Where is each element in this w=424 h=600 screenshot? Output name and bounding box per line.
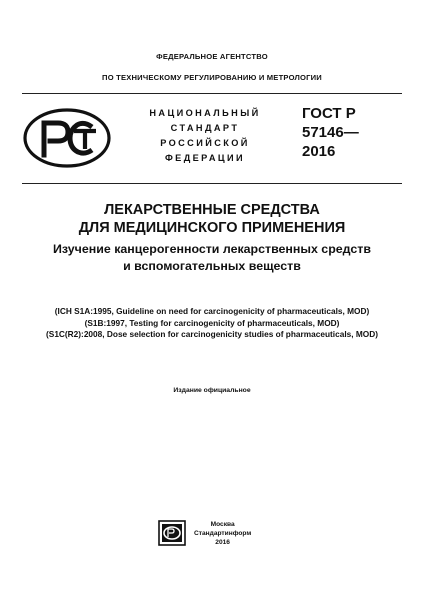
standard-label-line: НАЦИОНАЛЬНЫЙ	[149, 108, 261, 118]
agency-line-1: ФЕДЕРАЛЬНОЕ АГЕНТСТВО	[156, 52, 268, 61]
edition-label: Издание официальное	[173, 387, 251, 394]
middle-divider	[22, 183, 402, 184]
reference-line: (S1B:1997, Testing for carcinogenicity of pharmaceuticals, MOD)	[84, 317, 340, 328]
standard-label-line: СТАНДАРТ	[170, 123, 240, 133]
subtitle-line-2: и вспомогательных веществ	[123, 259, 301, 273]
standard-code-line-1: ГОСТ Р	[302, 105, 356, 122]
standard-code	[302, 104, 359, 161]
agency-header	[0, 52, 424, 82]
document-subtitle	[0, 241, 424, 275]
standard-code-line-3: 2016	[302, 143, 336, 160]
subtitle-line-1: Изучение канцерогенности лекарственных средств	[53, 242, 371, 256]
references-block	[0, 306, 424, 341]
standard-code-line-2: 57146—	[302, 124, 359, 141]
standard-label-line: ФЕДЕРАЦИИ	[164, 153, 246, 163]
publisher-city: Москва	[210, 521, 235, 528]
reference-line: (ICH S1A:1995, Guideline on need for carcinogenicity of pharmaceuticals, MOD)	[54, 306, 370, 316]
publisher-name: Стандартинформ	[194, 530, 252, 537]
standard-label	[120, 106, 290, 166]
reference-line: (S1C(R2):2008, Dose selection for carcinogenicity studies of pharmaceuticals, MOD)	[46, 329, 378, 340]
gost-r-logo-icon	[22, 107, 112, 169]
publisher-info	[194, 520, 251, 547]
title-line-2: ДЛЯ МЕДИЦИНСКОГО ПРИМЕНЕНИЯ	[78, 220, 346, 236]
title-line-1: ЛЕКАРСТВЕННЫЕ СРЕДСТВА	[104, 202, 320, 218]
standard-label-line: РОССИЙСКОЙ	[160, 138, 250, 148]
document-title	[0, 201, 424, 237]
publication-year: 2016	[215, 539, 230, 546]
publisher-logo-icon	[158, 520, 186, 546]
top-divider	[22, 93, 402, 94]
agency-line-2: ПО ТЕХНИЧЕСКОМУ РЕГУЛИРОВАНИЮ И МЕТРОЛОГИИ	[102, 73, 322, 82]
